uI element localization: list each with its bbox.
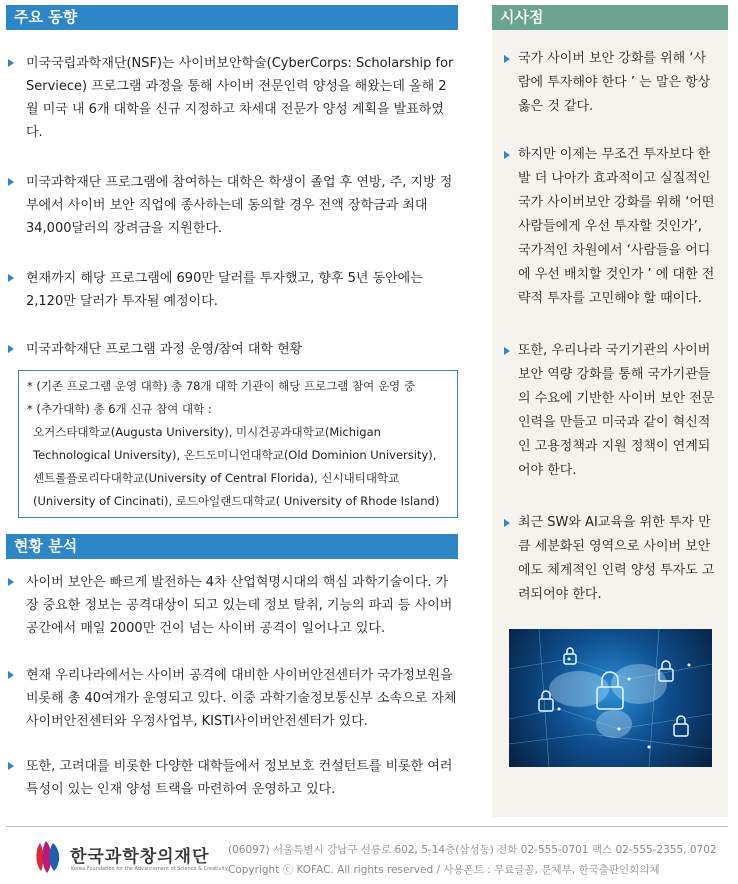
- bullet-arrow-icon: [504, 55, 510, 63]
- analysis-item: 또한, 고려대를 비롯한 다양한 대학들에서 정보보호 컨설턴트를 비롯한 여러 특성이 있는 인재 양성 트랙을 마련하여 운영하고 있다.: [6, 755, 458, 801]
- analysis-item: 사이버 보안은 빠르게 발전하는 4차 산업혁명시대의 핵심 과학기술이다. 가장 중요한 정보는 공격대상이 되고 있는데 정보 탈취, 기능의 파괴 등 사이버 공간에서 매일 2000만 건이 넘는 사이버 공격이 일어나고 있다.: [6, 571, 458, 640]
- bullet-arrow-icon: [8, 671, 14, 679]
- bullet-arrow-icon: [8, 762, 14, 770]
- bullet-arrow-icon: [8, 274, 14, 282]
- main-column: [6, 5, 458, 801]
- bullet-arrow-icon: [504, 347, 510, 355]
- box-line-new: * (추가대학) 총 6개 신규 참여 대학 :: [27, 402, 212, 416]
- insight-item: 최근 SW와 AI교육을 위한 투자 만큼 세분화된 영역으로 사이버 보안에도 체계적인 인력 양성 투자도 고려되어야 한다.: [492, 511, 728, 607]
- org-name: 한국과학창의재단: [70, 847, 210, 867]
- bullet-arrow-icon: [8, 59, 14, 67]
- footer: [36, 836, 728, 880]
- kofac-logo-icon: [36, 840, 62, 874]
- cyber-security-image: [509, 629, 712, 767]
- bullet-arrow-icon: [8, 178, 14, 186]
- trend-item: 미국과학재단 프로그램 과정 운영/참여 대학 현황: [6, 338, 458, 361]
- analysis-item: 현재 우리나라에서는 사이버 공격에 대비한 사이버안전센터가 국가정보원을 비롯해 총 40여개가 운영되고 있다. 이중 과학기술정보통신부 소속으로 자체 사이버안전센터와 우정사업부, KISTI사이버안전센터가 있다.: [6, 664, 458, 733]
- trend-item: 미국국립과학재단(NSF)는 사이버보안학술(CyberCorps: Scholarship for Serviece) 프로그램 과정을 통해 사이버 전문인력 양성을 해왔는데 올해 2월 미국 내 6개 대학을 신규 지정하고 차세대 전문가 양성 계획을 발표하였다.: [6, 52, 458, 144]
- insight-item: 국가 사이버 보안 강화를 위해 ‘사람에 투자해야 한다 ’ 는 말은 항상 옳은 것 같다.: [492, 47, 728, 119]
- bullet-arrow-icon: [504, 151, 510, 159]
- footer-copyright: Copyright ⓒ KOFAC. All rights reserved / 사용폰트 : 무료글꼴, 문체부, 한국출판인회의체: [228, 864, 660, 876]
- cyber-lock-illustration: [509, 629, 712, 767]
- insight-item: 또한, 우리나라 국기기관의 사이버 보안 역량 강화를 통해 국가기관들의 수요에 기반한 사이버 보안 전문인력을 만들고 미국과 같이 혁신적인 고용정책과 지원 정책이 연계되어야 한다.: [492, 339, 728, 483]
- bullet-arrow-icon: [504, 519, 510, 527]
- footer-address: (06097) 서울특별시 강남구 선릉로 602, 5-14층(삼성동) 전화 02-555-0701 팩스 02-555-2355, 0702: [228, 844, 717, 856]
- section-title-analysis: 현황 분석: [6, 534, 458, 559]
- section-title-trends: 주요 동향: [6, 5, 458, 30]
- box-line-existing: * (기존 프로그램 운영 대학) 총 78개 대학 기관이 해당 프로그램 참여 운영 중: [27, 379, 415, 393]
- bullet-arrow-icon: [8, 345, 14, 353]
- insights-sidebar: [492, 5, 728, 817]
- insight-item: 하지만 이제는 무조건 투자보다 한발 더 나아가 효과적이고 실질적인 국가 사이버보안 강화를 위해 ‘어떤 사람들에게 우선 투자할 것인가’, 국가적인 차원에서 ‘사람들을 어디에 우선 배치할 것인가 ’ 에 대한 전략적 투자를 고민해야 할 때이다.: [492, 143, 728, 311]
- bullet-arrow-icon: [8, 578, 14, 586]
- section-title-insights: 시사점: [492, 5, 728, 30]
- trend-item: 미국과학재단 프로그램에 참여하는 대학은 학생이 졸업 후 연방, 주, 지방 정부에서 사이버 보안 직업에 종사하는데 동의할 경우 전액 장학금과 최대 34,000달러의 장려금을 지원한다.: [6, 171, 458, 240]
- org-name-en: Korea Foundation for the Advancement of Science & Creativity: [71, 866, 228, 872]
- trend-item: 현재까지 해당 프로그램에 690만 달러를 투자했고, 향후 5년 동안에는 2,120만 달러가 투자될 예정이다.: [6, 267, 458, 313]
- footer-divider: [6, 826, 728, 827]
- university-box: [18, 370, 458, 518]
- box-line-universities: 오거스타대학교(Augusta University), 미시건공과대학교(Michigan Technological University), 온드도미니언대학교(Old Dominion University), 센트롤플로리다대학교(University of Central Florida), 신시내티대학교(University of Cincinati), 로드아일랜드대학교( University of Rhode Island): [33, 425, 440, 508]
